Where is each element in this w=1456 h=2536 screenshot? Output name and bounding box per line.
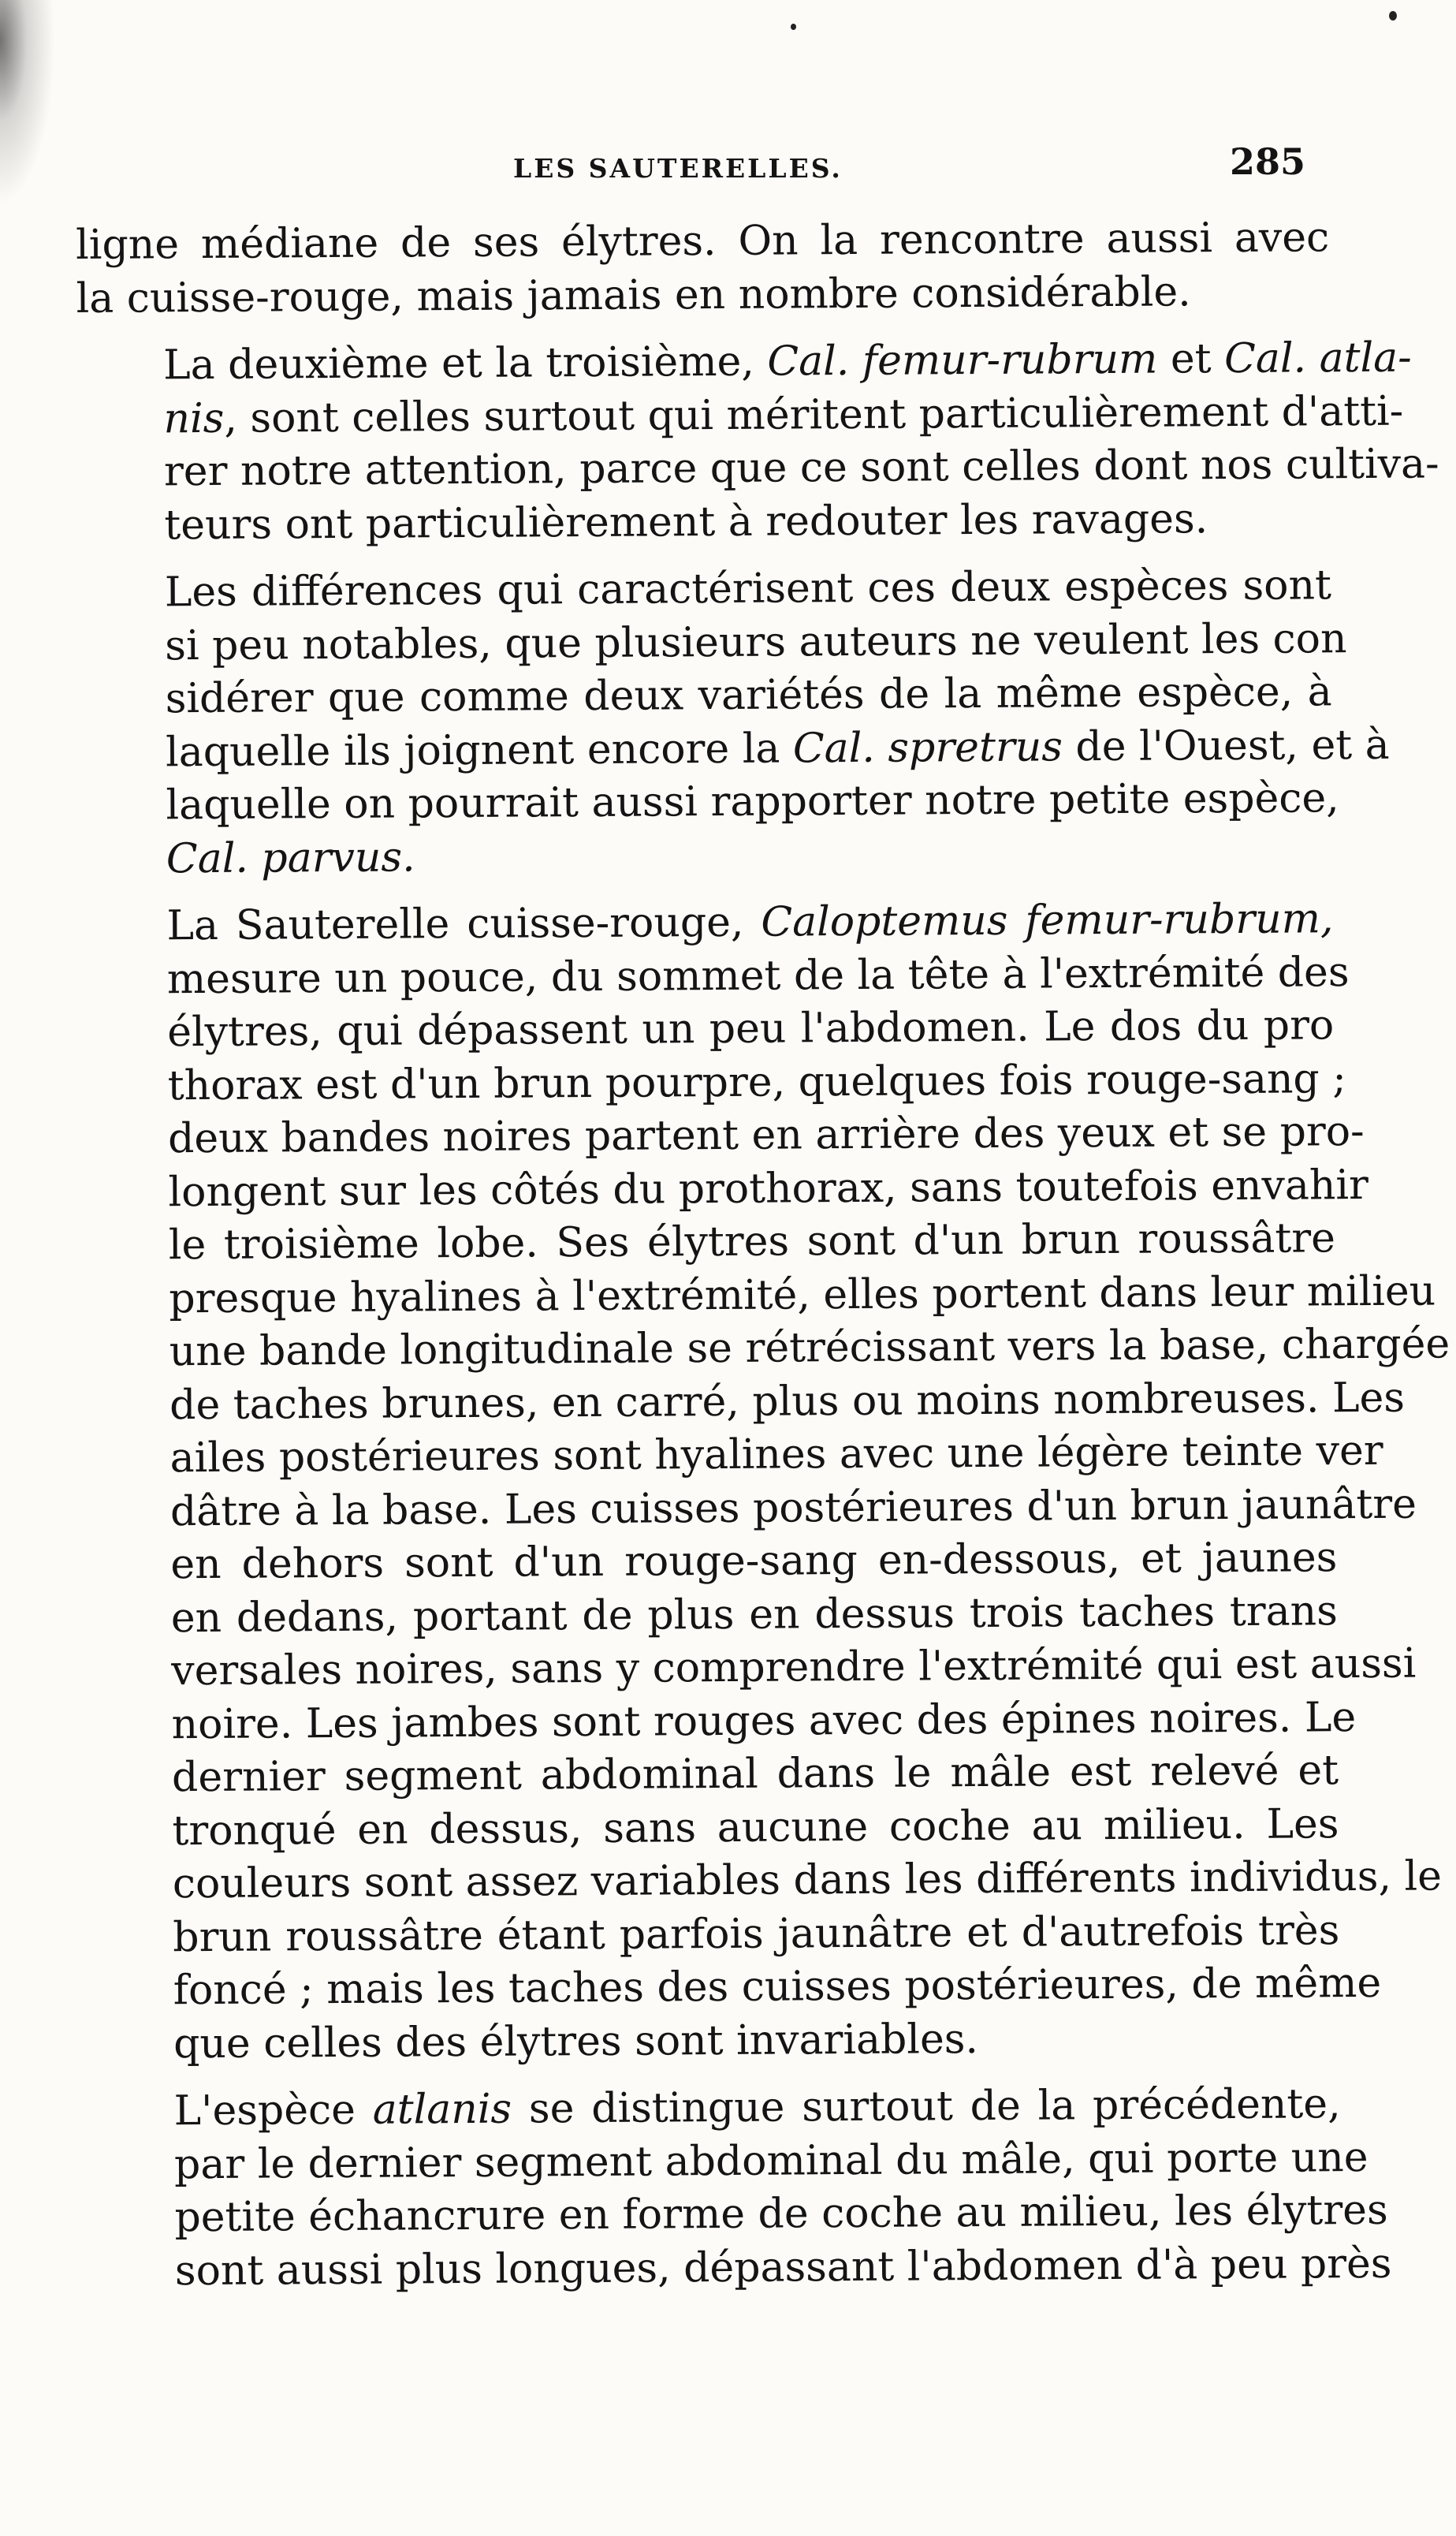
text-line xyxy=(87,2078,1340,2139)
text-line xyxy=(87,2011,1340,2072)
text-line xyxy=(77,438,1439,499)
text-run: le troisième lobe. Ses élytres sont d'un brun roussâtre xyxy=(168,1214,1336,1270)
text-line xyxy=(88,2131,1368,2192)
italic-text: Caloptemus femur-rubrum, xyxy=(761,895,1334,946)
text-run: presque hyalines à l'extrémité, elles portent dans leur milieu xyxy=(169,1266,1436,1322)
text-line xyxy=(84,1479,1417,1539)
text-line xyxy=(78,613,1347,673)
scan-speck xyxy=(1389,11,1397,21)
text-line xyxy=(81,1106,1365,1166)
italic-text: atlanis xyxy=(372,2085,512,2134)
text-line xyxy=(76,211,1329,272)
text-run: en dehors sont d'un rouge-sang en-dessous, et jaunes xyxy=(170,1534,1338,1589)
text-run: brun roussâtre étant parfois jaunâtre et d'autrefois très xyxy=(173,1906,1340,1961)
text-run: de l'Ouest, et à xyxy=(1062,721,1390,770)
text-run: petite échancrure en forme de coche au milieu, les élytres xyxy=(174,2186,1388,2242)
text-run: de taches brunes, en carré, plus ou moins nombreuses. Les xyxy=(169,1374,1406,1429)
text-run: laquelle ils joignent encore la xyxy=(165,724,794,776)
text-run: se distingue surtout de la précédente, xyxy=(511,2080,1341,2133)
text-line xyxy=(87,1957,1382,2018)
running-head: LES SAUTERELLES. xyxy=(513,153,843,184)
body-text xyxy=(76,211,1450,2313)
text-run: une bande longitudinale se rétrécissant vers la base, chargée xyxy=(169,1320,1450,1376)
text-line xyxy=(78,559,1331,620)
text-line xyxy=(88,2184,1388,2245)
text-line xyxy=(76,265,1329,326)
text-run: mesure un pouce, du sommet de la tête à l'extrémité des xyxy=(166,948,1350,1003)
text-line xyxy=(81,1159,1369,1220)
page-number: 285 xyxy=(1229,140,1305,183)
text-run: par le dernier segment abdominal du mâle, qui porte une xyxy=(173,2133,1368,2188)
text-line xyxy=(79,666,1332,726)
text-line xyxy=(85,1744,1339,1805)
paragraph xyxy=(87,2078,1392,2299)
text-line xyxy=(84,1638,1417,1699)
text-run: et xyxy=(1157,335,1225,383)
text-line xyxy=(80,999,1334,1060)
text-line xyxy=(86,1904,1339,1965)
text-line xyxy=(79,772,1339,833)
text-run: La Sauterelle cuisse-rouge, xyxy=(166,898,762,950)
text-line xyxy=(79,719,1390,780)
text-line xyxy=(80,946,1350,1007)
italic-text: Cal. parvus. xyxy=(166,833,415,882)
text-run: sont aussi plus longues, dépassant l'abdomen d'à peu près xyxy=(174,2240,1392,2295)
text-run: longent sur les côtés du prothorax, sans toutefois envahir xyxy=(168,1161,1369,1216)
text-line xyxy=(76,386,1404,446)
text-run: ligne médiane de ses élytres. On la rencontre aussi avec xyxy=(76,214,1330,269)
text-line xyxy=(84,1531,1337,1592)
text-run: dernier segment abdominal dans le mâle est relevé et xyxy=(171,1747,1339,1802)
text-line xyxy=(82,1266,1436,1326)
text-line xyxy=(88,2238,1392,2299)
text-line xyxy=(83,1425,1383,1486)
text-line xyxy=(83,1372,1406,1433)
paragraph xyxy=(76,332,1439,553)
paragraph xyxy=(76,211,1330,326)
text-line xyxy=(80,893,1333,953)
text-run: versales noires, sans y comprendre l'extrémité qui est aussi xyxy=(171,1639,1417,1695)
text-line xyxy=(84,1691,1357,1752)
text-run: que celles des élytres sont invariables. xyxy=(173,2015,979,2068)
text-run: , sont celles surtout qui méritent particulièrement d'atti- xyxy=(224,387,1404,442)
text-run: tronqué en dessus, sans aucune coche au milieu. Les xyxy=(172,1799,1339,1855)
text-line xyxy=(83,1318,1450,1379)
text-line xyxy=(81,1053,1346,1113)
text-run: noire. Les jambes sont rouges avec des épines noires. Le xyxy=(171,1693,1357,1748)
italic-text: Cal. femur-rubrum xyxy=(767,335,1158,386)
italic-text: nis xyxy=(163,394,225,442)
text-line xyxy=(82,1212,1335,1273)
text-run: couleurs sont assez variables dans les différents individus, le xyxy=(172,1852,1443,1908)
text-run: Les différences qui caractérisent ces deux espèces sont xyxy=(164,561,1332,617)
text-run: sidérer que comme deux variétés de la même espèce, à xyxy=(165,668,1332,723)
text-run: en dedans, portant de plus en dessus trois taches trans xyxy=(170,1587,1338,1642)
scan-edge-shadow xyxy=(0,0,55,205)
text-line xyxy=(84,1585,1338,1646)
text-run: laquelle on pourrait aussi rapporter notre petite espèce, xyxy=(166,774,1339,830)
text-run: si peu notables, que plusieurs auteurs ne veulent les con xyxy=(165,614,1347,669)
text-run: rer notre attention, parce que ce sont celles dont nos cultiva- xyxy=(163,440,1439,496)
text-run: L'espèce xyxy=(173,2086,373,2135)
paragraph xyxy=(80,893,1450,2072)
text-run: deux bandes noires partent en arrière des yeux et se pro- xyxy=(167,1108,1365,1163)
italic-text: Cal. atla- xyxy=(1223,334,1412,383)
text-run: élytres, qui dépassent un peu l'abdomen. Le dos du pro xyxy=(167,1001,1335,1057)
scan-speck xyxy=(791,24,796,30)
text-line xyxy=(85,1798,1339,1859)
text-line xyxy=(77,492,1331,553)
text-run: dâtre à la base. Les cuisses postérieures d'un brun jaunâtre xyxy=(169,1480,1417,1535)
text-run: foncé ; mais les taches des cuisses postérieures, de même xyxy=(173,1959,1382,2015)
text-line xyxy=(76,332,1412,393)
text-run: thorax est d'un brun pourpre, quelques fois rouge-sang ; xyxy=(167,1054,1346,1110)
text-run: la cuisse-rouge, mais jamais en nombre considérable. xyxy=(76,267,1191,323)
page-header xyxy=(76,140,1305,196)
text-run: ailes postérieures sont hyalines avec une légère teinte ver xyxy=(169,1426,1383,1482)
paragraph xyxy=(78,559,1390,886)
italic-text: Cal. spretrus xyxy=(792,722,1063,772)
text-run: teurs ont particulièrement à redouter les ravages. xyxy=(164,494,1208,549)
text-line xyxy=(86,1851,1443,1911)
text-line xyxy=(80,826,1333,886)
text-run: La deuxième et la troisième, xyxy=(162,338,768,390)
